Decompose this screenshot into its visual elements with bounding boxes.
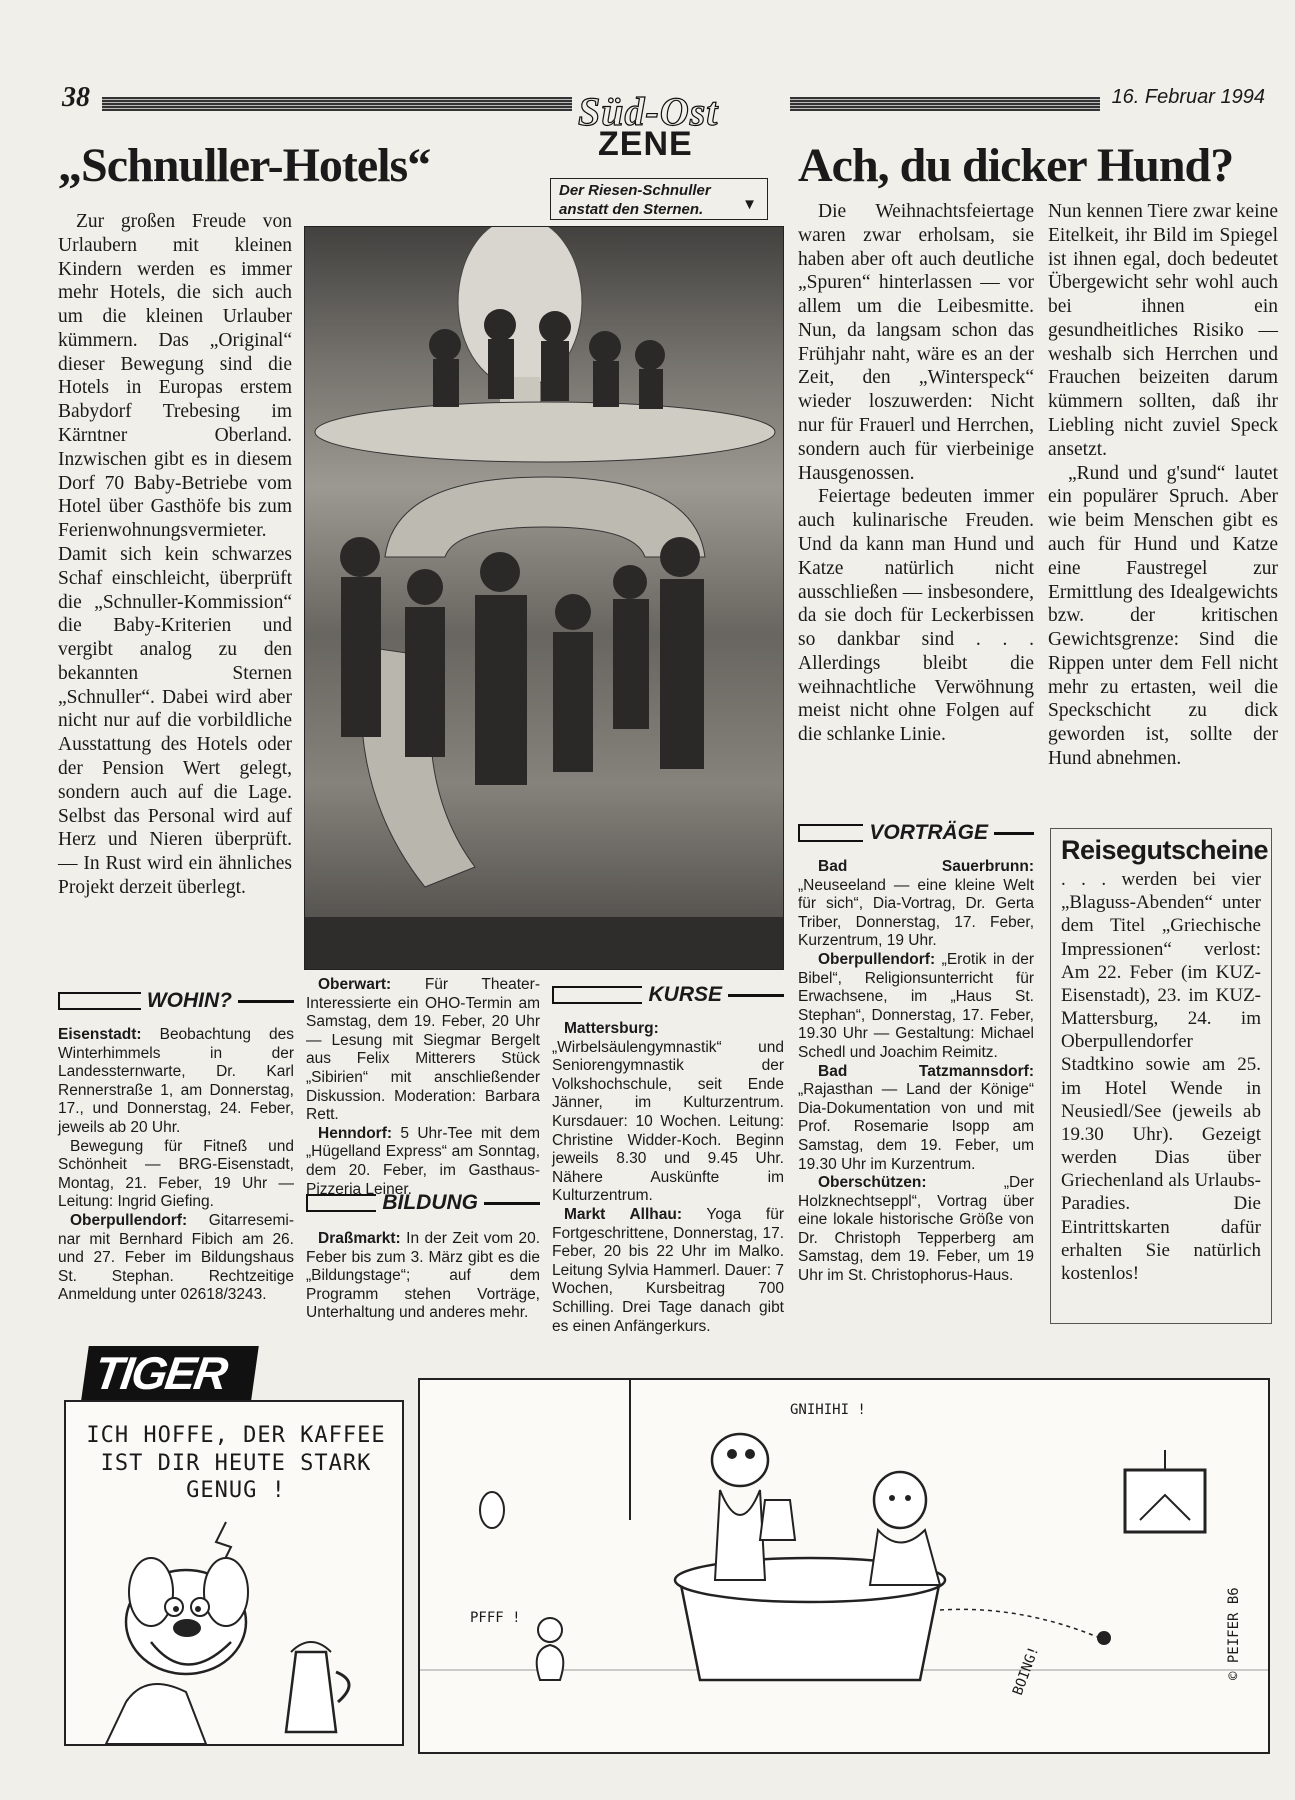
section-rule [728,994,784,997]
kurse-header [552,978,784,1012]
entry-text: Beobachtung des Winterhimmels in der Landessternwarte, Dr. Karl Rennerstraße 1, am Donnerstag, 17., und Donnerstag, 24. Feber, jeweils ab 20 Uhr. [58,1026,294,1136]
entry-place: Markt Allhau: [564,1205,682,1223]
entry-place: Oberpullendorf: [70,1211,188,1229]
section-rule [58,992,141,1010]
entry-place: Bad Tatzmannsdorf: [818,1062,1034,1080]
sued-ost-szene-logo [578,88,778,168]
entry-place: Bad Sauerbrunn: [818,858,1034,875]
section-kurse [552,978,784,1336]
entry-text: „Rajasthan — Land der Könige“ Dia-Dokumentation von und mit Prof. Rosemarie Isopp am Samstag, dem 19. Feber, um 19.30 Uhr im Kurzentrum. [798,1081,1034,1173]
caption-text: Der Riesen-Schnuller anstatt den Sternen. [559,182,711,218]
section-wohin-continued [306,976,540,1199]
entry-place: Mattersburg: [564,1020,659,1037]
page-number: 38 [62,82,90,113]
article-schnuller-hotels [58,210,292,900]
entry-text: „Erotik in der Bibel“, Religionsunterricht für Erwachsene, im „Haus St. Stephan“, Donnerstag, 17. Feber, 19.30 Uhr — Gestaltung: Michael Schedl und Joachim Reimitz. [798,950,1034,1061]
reisegutscheine-title: Reisegutscheine [1061,835,1269,865]
caption-arrow-icon: ▼ [742,196,757,214]
issue-date: 16. Februar 1994 [1111,86,1265,108]
section-rule [306,1194,376,1212]
entry-place: Oberpullendorf: [818,950,936,968]
entry-text: Für Theater-Interessierte ein OHO-Termin am Samstag, dem 19. Feber, 20 Uhr — Lesung mit Siegmar Bergelt aus Felix Mitterers Stück „Sibirien“ mit anschließender Diskussion. Moderation: Barbara Rett. [306,976,540,1124]
entry-place: Draßmarkt: [318,1230,401,1247]
section-wohin [58,984,294,1305]
dicker-hund-p3: Nun kennen Tiere zwar keine Eitelkeit, ihr Bild im Spiegel ist ihnen egal, doch bedeutet Übergewicht sehr wohl auch bei ihnen ein gesundheitliches Risiko — weshalb sich Herrchen und Frauchen beizeiten darum kümmern sollten, daß ihr Liebling nicht zuviel Speck ansetzt. [1048,201,1278,460]
dicker-hund-p4: „Rund und g'sund“ lautet ein populärer Spruch. Aber wie beim Menschen gibt es auch für Hund und Katze eine Faustregel zur Ermittlung des Idealgewichts bzw. der kritischen Gewichtsgrenze: Sind die Rippen unter dem Fell nicht mehr zu ertasten, weil die Speckschicht zu dick geworden ist, sollte der Hund abnehmen. [1048,462,1278,769]
entry-place: Eisenstadt: [58,1026,142,1043]
vortraege-title: VORTRÄGE [869,821,988,844]
sfx-boing: BOING! [1010,1644,1043,1698]
wohin-title: WOHIN? [146,989,232,1012]
section-rule [552,986,642,1004]
headline-dicker-hund: Ach, du dicker Hund? [798,139,1234,192]
header-rule-right [790,97,1100,111]
article-body: Zur großen Freude von Urlaubern mit kleinen Kindern werden es immer mehr Hotels, die sich auch um die kleinen Urlauber kümmern. Das „Original“ dieser Bewegung sind die Hotels in Europas erstem Babydorf Trebesing im Kärntner Oberland. Inzwischen gibt es in diesem Dorf 70 Baby-Betriebe vom Hotel über Gasthöfe bis zum Ferienwohnungsvermieter. Damit sich kein schwarzes Schaf einschleicht, überprüft die „Schnuller-Kommission“ die Baby-Kriterien und vergibt analog zu den bekannten Sternen „Schnuller“. Dabei wird aber nicht nur auf die vorbildliche Ausstattung des Hotels oder der Pension Wert gelegt, sondern auch auf die Lage. Selbst das Personal wird auf Herz und Nieren überprüft. — In Rust wird ein ähnliches Projekt derzeit überlegt. [58,211,292,898]
entry-place: Oberschützen: [818,1174,927,1192]
entry-place: Henndorf: [318,1124,393,1142]
entry-text: „Der Holzknechtseppl“, Vortrag über eine lokale historische Größe von Dr. Christoph Tepperberg am Samstag, dem 19. Feber, um 19 Uhr im St. Christophorus-Haus. [798,1174,1034,1285]
photo-illustration [305,227,783,969]
wohin-header [58,984,294,1018]
comic-breakfast-drawing [420,1380,1268,1752]
article-dicker-hund-col2 [1048,200,1278,771]
entry-text: 5 Uhr-Tee mit dem „Hügelland Express“ am Sonntag, dem 20. Feber, im Gasthaus-Pizzeria Leiner. [306,1124,540,1198]
wohin-entry-oberwart [306,976,540,1125]
section-bildung [306,1186,540,1323]
sfx-gnihihi: GNIHIHI ! [790,1402,866,1418]
comic-speech-bubble: ICH HOFFE, DER KAFFEE IST DIR HEUTE STARK GENUG ! [86,1423,386,1503]
dicker-hund-p1: Die Weihnachtsfeiertage waren zwar erholsam, sie haben aber oft auch deutliche „Spuren“ hinterlassen — vor allem um die Leibesmitte. Nun, da langsam schon das Frühjahr naht, wäre es an der Zeit, den „Winterspeck“ wieder loszuwerden: Nicht nur für Frauerl und Herrchen, sondern auch für vierbeinige Hausgenossen. [798,201,1034,484]
entry-text: In der Zeit vom 20. Feber bis zum 3. März gibt es die „Bildungstage“; auf dem Programm stehen Vorträge, Unterhaltung und anderes mehr. [306,1230,540,1322]
header-rule-left [102,97,572,111]
comic-panel-1 [64,1400,404,1746]
box-reisegutscheine [1050,828,1272,1324]
section-rule [484,1202,540,1205]
dicker-hund-p2: Feiertage bedeuten immer auch kulinarische Freuden. Und da kann man Hund und Katze natürlich nicht ausschließen — insbesondere, da sie doch für Leckerbissen so dankbar sind . . . Allerdings bleibt die weihnachtliche Verwöhnung meist nicht ohne Folgen auf die schlanke Linie. [798,486,1034,746]
kurse-entry-markt-allhau [552,1206,784,1336]
headline-schnuller-hotels: „Schnuller-Hotels“ [58,139,431,192]
comic-panel-2 [418,1378,1270,1754]
vortraege-entry-bad-sauerbrunn [798,858,1034,951]
entry-text: Yoga für Fortgeschrittene, Donnerstag, 17. Feber, 20 bis 22 Uhr im Malko. Leitung Sylvia Hammerl. Dauer: 7 Wochen, Kursbeitrag 700 Schilling. Drei Tage danach gibt es einen Anfängerkurs. [552,1205,784,1335]
entry-text: „Wirbelsäulengymnastik“ und Seniorengymnastik der Volkshochschule, seit Ende Jänner, im Kulturzentrum. Kursdauer: 10 Wochen. Leitung: Christine Widder-Koch. Beginn jeweils 8.30 und 9.45 Uhr. Nähere Auskünfte im Kulturzentrum. [552,1038,784,1205]
sfx-pfff: PFFF ! [470,1610,521,1626]
reisegutscheine-body: . . . werden bei vier „Blaguss-Abenden“ unter dem Titel „Griechische Impressionen“ verlost: Am 22. Feber (im KUZ-Eisenstadt), 23. im KUZ-Mattersburg, 24. im Oberpullendorfer Stadtkino sowie am 25. im Hotel Wende in Neusiedl/See (jeweils ab 19.30 Uhr). Gezeigt werden Dias über Griechenland als Urlaubs-Paradies. Die Eintrittskarten dafür erhalten Sie natürlich kostenlos! [1061,869,1261,1284]
section-rule [238,1000,294,1003]
photo-giant-pacifier-families [304,226,784,970]
article-dicker-hund-col1 [798,200,1034,747]
vortraege-entry-bad-tatzmannsdorf [798,1063,1034,1175]
bildung-header [306,1186,540,1220]
vortraege-entry-oberschuetzen [798,1174,1034,1286]
photo-caption [550,178,768,220]
comic-title: TIGER [79,1346,259,1414]
entry-text: „Neuseeland — eine kleine Welt für sich“, Dia-Vortrag, Dr. Gerta Triber, Donnerstag, 17. Feber, Kurzentrum, 19 Uhr. [798,876,1034,950]
comic-signature: © PEIFER B6 [1226,1587,1242,1680]
bildung-title: BILDUNG [382,1191,478,1214]
comic-dog-drawing [66,1402,402,1744]
kurse-entry-mattersburg [552,1020,784,1206]
logo-top: Süd-Ost [578,89,719,134]
vortraege-header [798,816,1034,850]
wohin-entry-fitness: Bewegung für Fitneß und Schönheit — BRG-Eisenstadt, Montag, 21. Feber, 19 Uhr — Leitung: Ingrid Giefing. [58,1137,294,1211]
section-rule [994,832,1034,835]
entry-place: Oberwart: [318,976,392,993]
vortraege-entry-oberpullendorf [798,951,1034,1063]
wohin-entry-oberpullendorf [58,1212,294,1305]
kurse-title: KURSE [648,983,722,1006]
section-vortraege [798,816,1034,1286]
wohin-entry-eisenstadt [58,1026,294,1138]
section-rule [798,824,863,842]
entry-text: Gitarresemi-nar mit Bernhard Fibich am 26. und 27. Feber im Bildungshaus St. Stephan. Rechtzeitige Anmeldung unter 02618/3243. [58,1211,294,1304]
bildung-entry-drassmarkt [306,1230,540,1323]
logo-bottom: ZENE [598,125,693,163]
